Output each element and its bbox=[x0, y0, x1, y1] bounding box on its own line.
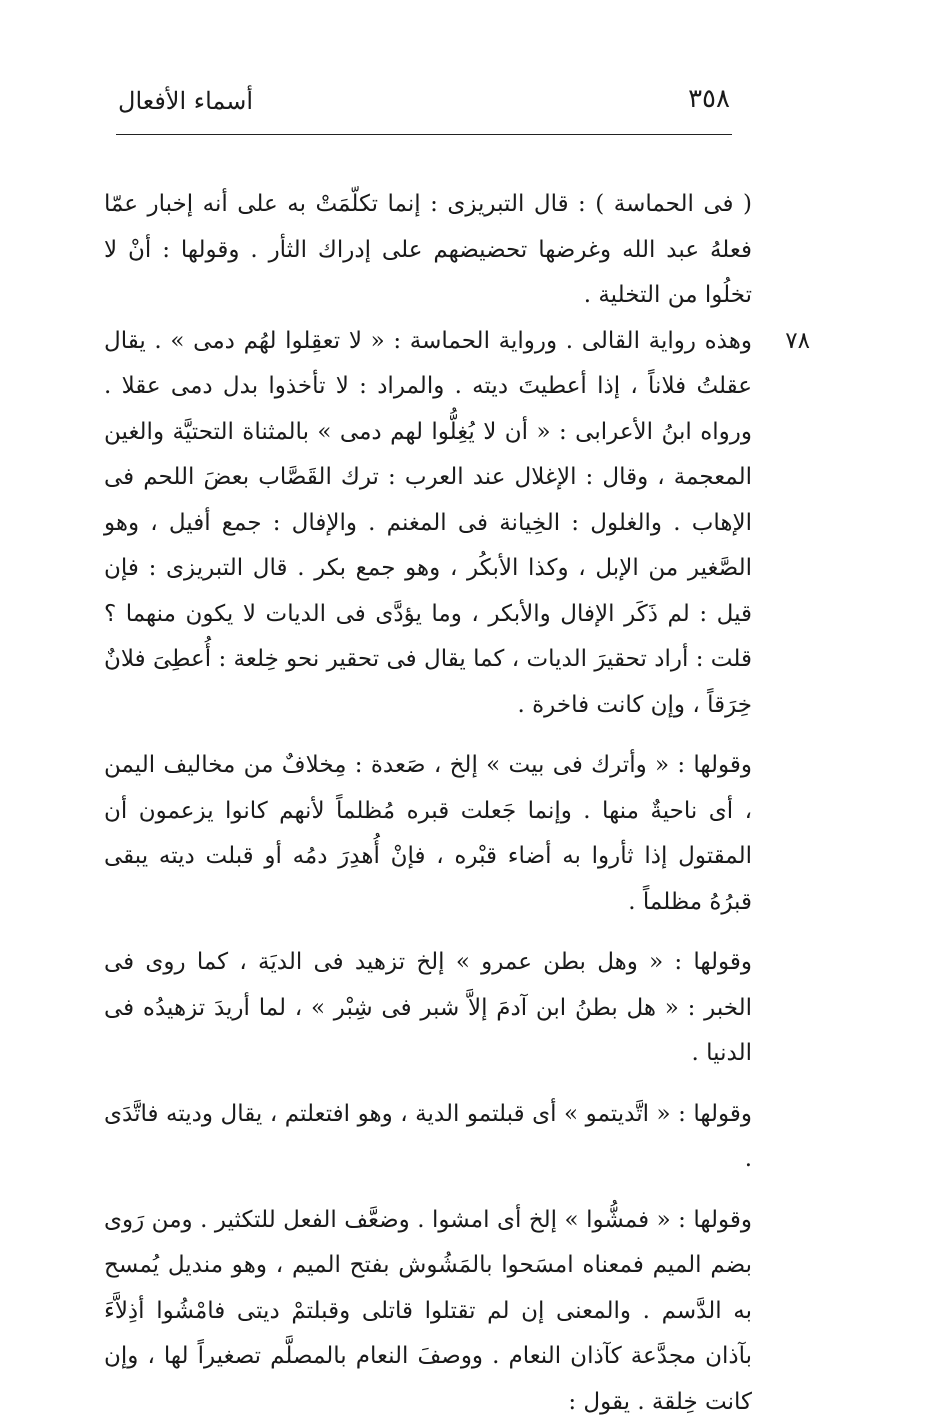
numbered-paragraph bbox=[104, 319, 752, 729]
page-number: ٣٥٨ bbox=[688, 84, 730, 114]
paragraph-text: وقولها : « وأترك فى بيت » إلخ ، صَعدة : مِخلافٌ من مخاليف اليمن ، أى ناحيةٌ منها . وإنما جَعلت قبره مُظلماً لأنهم كانوا يزعمون أن المقتول إذا ثأروا به أضاء قبْره ، فإنْ أُهدِرَ دمُه أو قبلت ديته يبقى قبرُهُ مظلماً . bbox=[104, 752, 752, 915]
paragraph bbox=[104, 1092, 752, 1183]
paragraph bbox=[104, 1198, 752, 1425]
paragraph bbox=[104, 182, 752, 319]
body-text bbox=[104, 182, 752, 1425]
paragraph bbox=[104, 940, 752, 1077]
page-header bbox=[118, 84, 730, 124]
paragraph-text: وقولها : « اتَّديتمو » أى قبلتمو الدية ، وهو افتعلتم ، يقال وديته فاتَّدَى . bbox=[104, 1101, 752, 1173]
running-title: أسماء الأفعال bbox=[118, 86, 253, 116]
paragraph-text: ( فى الحماسة ) : قال التبريزى : إنما تكلّمَتْ به على أنه إخبار عمّا فعلهُ عبد الله وغرضها تحضيضهم على إدراك الثأر . وقولها : أنْ لا تخلُوا من التخلية . bbox=[104, 191, 752, 308]
paragraph-text: وهذه رواية القالى . ورواية الحماسة : « لا تعقِلوا لهُم دمى » . يقال عقلتُ فلاناً ، إذا أعطيتَ ديته . والمراد : لا تأخذوا بدل دمى عقلا . ورواه ابنُ الأعرابى : « أن لا يُغِلُّوا لهم دمى » بالمثناة التحتيَّة والغين المعجمة ، وقال : الإغلال عند العرب : ترك القَصَّاب بعضَ اللحم فى الإهاب . والغلول : الخِيانة فى المغنم . والإفال : جمع أفيل ، وهو الصَّغير من الإبل ، وكذا الأبكُر ، وهو جمع بكر . قال التبريزى : فإن قيل : لم ذَكَر الإفال والأبكر ، وما يؤدَّى فى الديات لا يكون منهما ؟ قلت : أراد تحقيرَ الديات ، كما يقال فى تحقير نحو خِلعة : أُعطِىَ فلانٌ خِرَقاً ، وإن كانت فاخرة . bbox=[104, 328, 752, 718]
paragraph-text: وقولها : « وهل بطن عمرو » إلخ تزهيد فى الديَة ، كما روى فى الخبر : « هل بطنُ ابن آدمَ إلاَّ شبر فى شِبْر » ، لما أريدَ تزهيدُه فى الدنيا . bbox=[104, 949, 752, 1066]
paragraph bbox=[104, 743, 752, 925]
header-divider bbox=[116, 134, 732, 135]
paragraph-text: وقولها : « فمشُّوا » إلخ أى امشوا . وضعَّف الفعل للتكثير . ومن رَوى بضم الميم فمعناه امسَحوا بالمَشُوش بفتح الميم ، وهو منديل يُمسح به الدَّسم . والمعنى إن لم تقتلوا قاتلى وقبلتمْ ديتى فامْشُوا أذِلاَّءَ بآذان مجدَّعة كآذان النعام . ووصفَ النعام بالمصلَّم تصغيراً لها ، وإن كانت خِلقة . يقول : bbox=[104, 1207, 752, 1415]
note-number: ٧٨ bbox=[785, 319, 810, 365]
